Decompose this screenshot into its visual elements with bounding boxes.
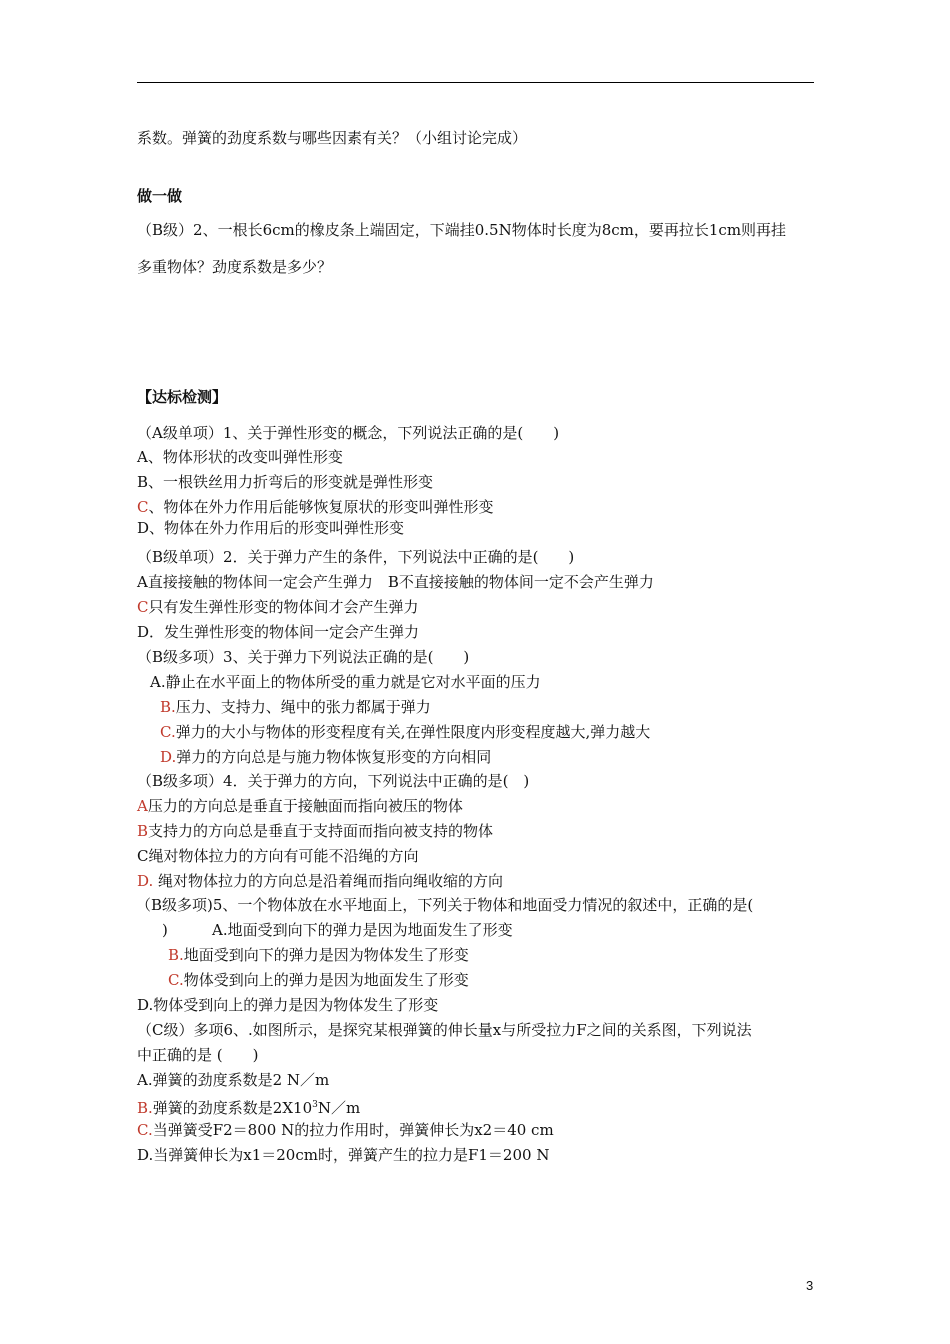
q3-option-c-letter: C. [160,723,176,741]
q6-option-c-text: 当弹簧受F2＝800 N的拉力作用时，弹簧伸长为x2＝40 cm [152,1121,554,1139]
q4-option-a-letter: A [137,797,148,815]
q1-option-d: D、物体在外力作用后的形变叫弹性形变 [137,519,405,537]
q5-option-b [168,945,469,965]
q4-option-a-text: 压力的方向总是垂直于接触面而指向被压的物体 [147,797,463,815]
q5-option-b-text: 地面受到向下的弹力是因为物体发生了形变 [183,946,469,964]
q1-stem: （A级单项）1、关于弹性形变的概念，下列说法正确的是( ) [137,424,560,442]
q6-option-d: D.当弹簧伸长为x1＝20cm时，弹簧产生的拉力是F1＝200 N [137,1146,550,1164]
q2-stem: （B级单项）2．关于弹力产生的条件，下列说法中正确的是( ) [137,548,575,566]
q1-option-c [137,497,494,517]
q5-option-b-letter: B. [168,946,184,964]
q3-option-c-text: 弹力的大小与物体的形变程度有关,在弹性限度内形变程度越大,弹力越大 [175,723,651,741]
q3-option-b-letter: B. [160,698,176,716]
q5-option-a: A.地面受到向下的弹力是因为地面发生了形变 [212,921,513,939]
q5-option-c [168,970,469,990]
q3-option-a: A.静止在水平面上的物体所受的重力就是它对水平面的压力 [150,673,541,691]
q4-option-b [137,821,493,841]
q6-stem-line2: 中正确的是 ( ) [137,1046,259,1064]
q4-option-b-letter: B [137,822,149,840]
q1-option-a: A、物体形状的改变叫弹性形变 [137,448,343,466]
q3-option-d [160,747,491,767]
section-heading-dabiao: 【达标检测】 [137,388,228,406]
q3-option-b-text: 压力、支持力、绳中的张力都属于弹力 [175,698,431,716]
q2-option-c [137,597,419,617]
q4-option-d-letter: D. [137,872,154,890]
section-heading-zuoyizuo: 做一做 [137,187,183,205]
q6-option-c-letter: C. [137,1121,153,1139]
q3-option-d-text: 弹力的方向总是与施力物体恢复形变的方向相同 [176,748,492,766]
q4-option-d-text: 绳对物体拉力的方向总是沿着绳而指向绳收缩的方向 [153,872,504,890]
q3-option-d-letter: D. [160,748,177,766]
page-number: 3 [806,1278,814,1293]
q5-option-c-letter: C. [168,971,184,989]
q1-option-c-text: 、物体在外力作用后能够恢复原状的形变叫弹性形变 [148,498,494,516]
q6-option-b [137,1095,360,1118]
q5-stem: （B级多项)5、一个物体放在水平地面上，下列关于物体和地面受力情况的叙述中，正确的是( [136,896,754,914]
q3-option-b [160,697,431,717]
q3-stem: （B级多项）3、关于弹力下列说法正确的是( ) [137,648,470,666]
q5-option-c-text: 物体受到向上的弹力是因为地面发生了形变 [183,971,469,989]
q2-options-ab: A直接接触的物体间一定会产生弹力 B不直接接触的物体间一定不会产生弹力 [137,573,654,591]
q6-option-c [137,1120,554,1140]
q1-option-b: B、一根铁丝用力折弯后的形变就是弹性形变 [137,473,434,491]
q5-stem-close: ) [162,921,168,939]
q3-option-c [160,722,650,742]
question-b2-line1: （B级）2、一根长6cm的橡皮条上端固定，下端挂0.5N物体时长度为8cm，要再拉长1cm则再挂 [137,221,787,239]
q4-option-a [137,796,463,816]
q4-option-c: C绳对物体拉力的方向有可能不沿绳的方向 [137,847,419,865]
intro-line: 系数。弹簧的劲度系数与哪些因素有关？（小组讨论完成） [137,129,528,147]
q2-option-c-text: 只有发生弹性形变的物体间才会产生弹力 [148,598,419,616]
q2-option-d: D．发生弹性形变的物体间一定会产生弹力 [137,623,420,641]
q5-option-d: D.物体受到向上的弹力是因为物体发生了形变 [137,996,439,1014]
header-rule [137,82,814,83]
q4-stem: （B级多项）4．关于弹力的方向，下列说法中正确的是( ) [137,772,530,790]
q4-option-b-text: 支持力的方向总是垂直于支持面而指向被支持的物体 [148,822,494,840]
q6-option-b-text-post: N／m [317,1099,361,1117]
q2-option-c-letter: C [137,598,149,616]
q6-option-b-text-pre: 弹簧的劲度系数是2X10 [152,1099,313,1117]
q6-option-b-exponent: 3 [312,1100,318,1110]
q6-option-a: A.弹簧的劲度系数是2 N／m [137,1071,330,1089]
question-b2-line2: 多重物体？劲度系数是多少？ [137,258,333,276]
q6-stem: （C级）多项6、.如图所示，是探究某根弹簧的伸长量x与所受拉力F之间的关系图，下列说法 [137,1021,752,1039]
q4-option-d [137,871,503,891]
q6-option-b-letter: B. [137,1099,153,1117]
q1-option-c-letter: C [137,498,149,516]
